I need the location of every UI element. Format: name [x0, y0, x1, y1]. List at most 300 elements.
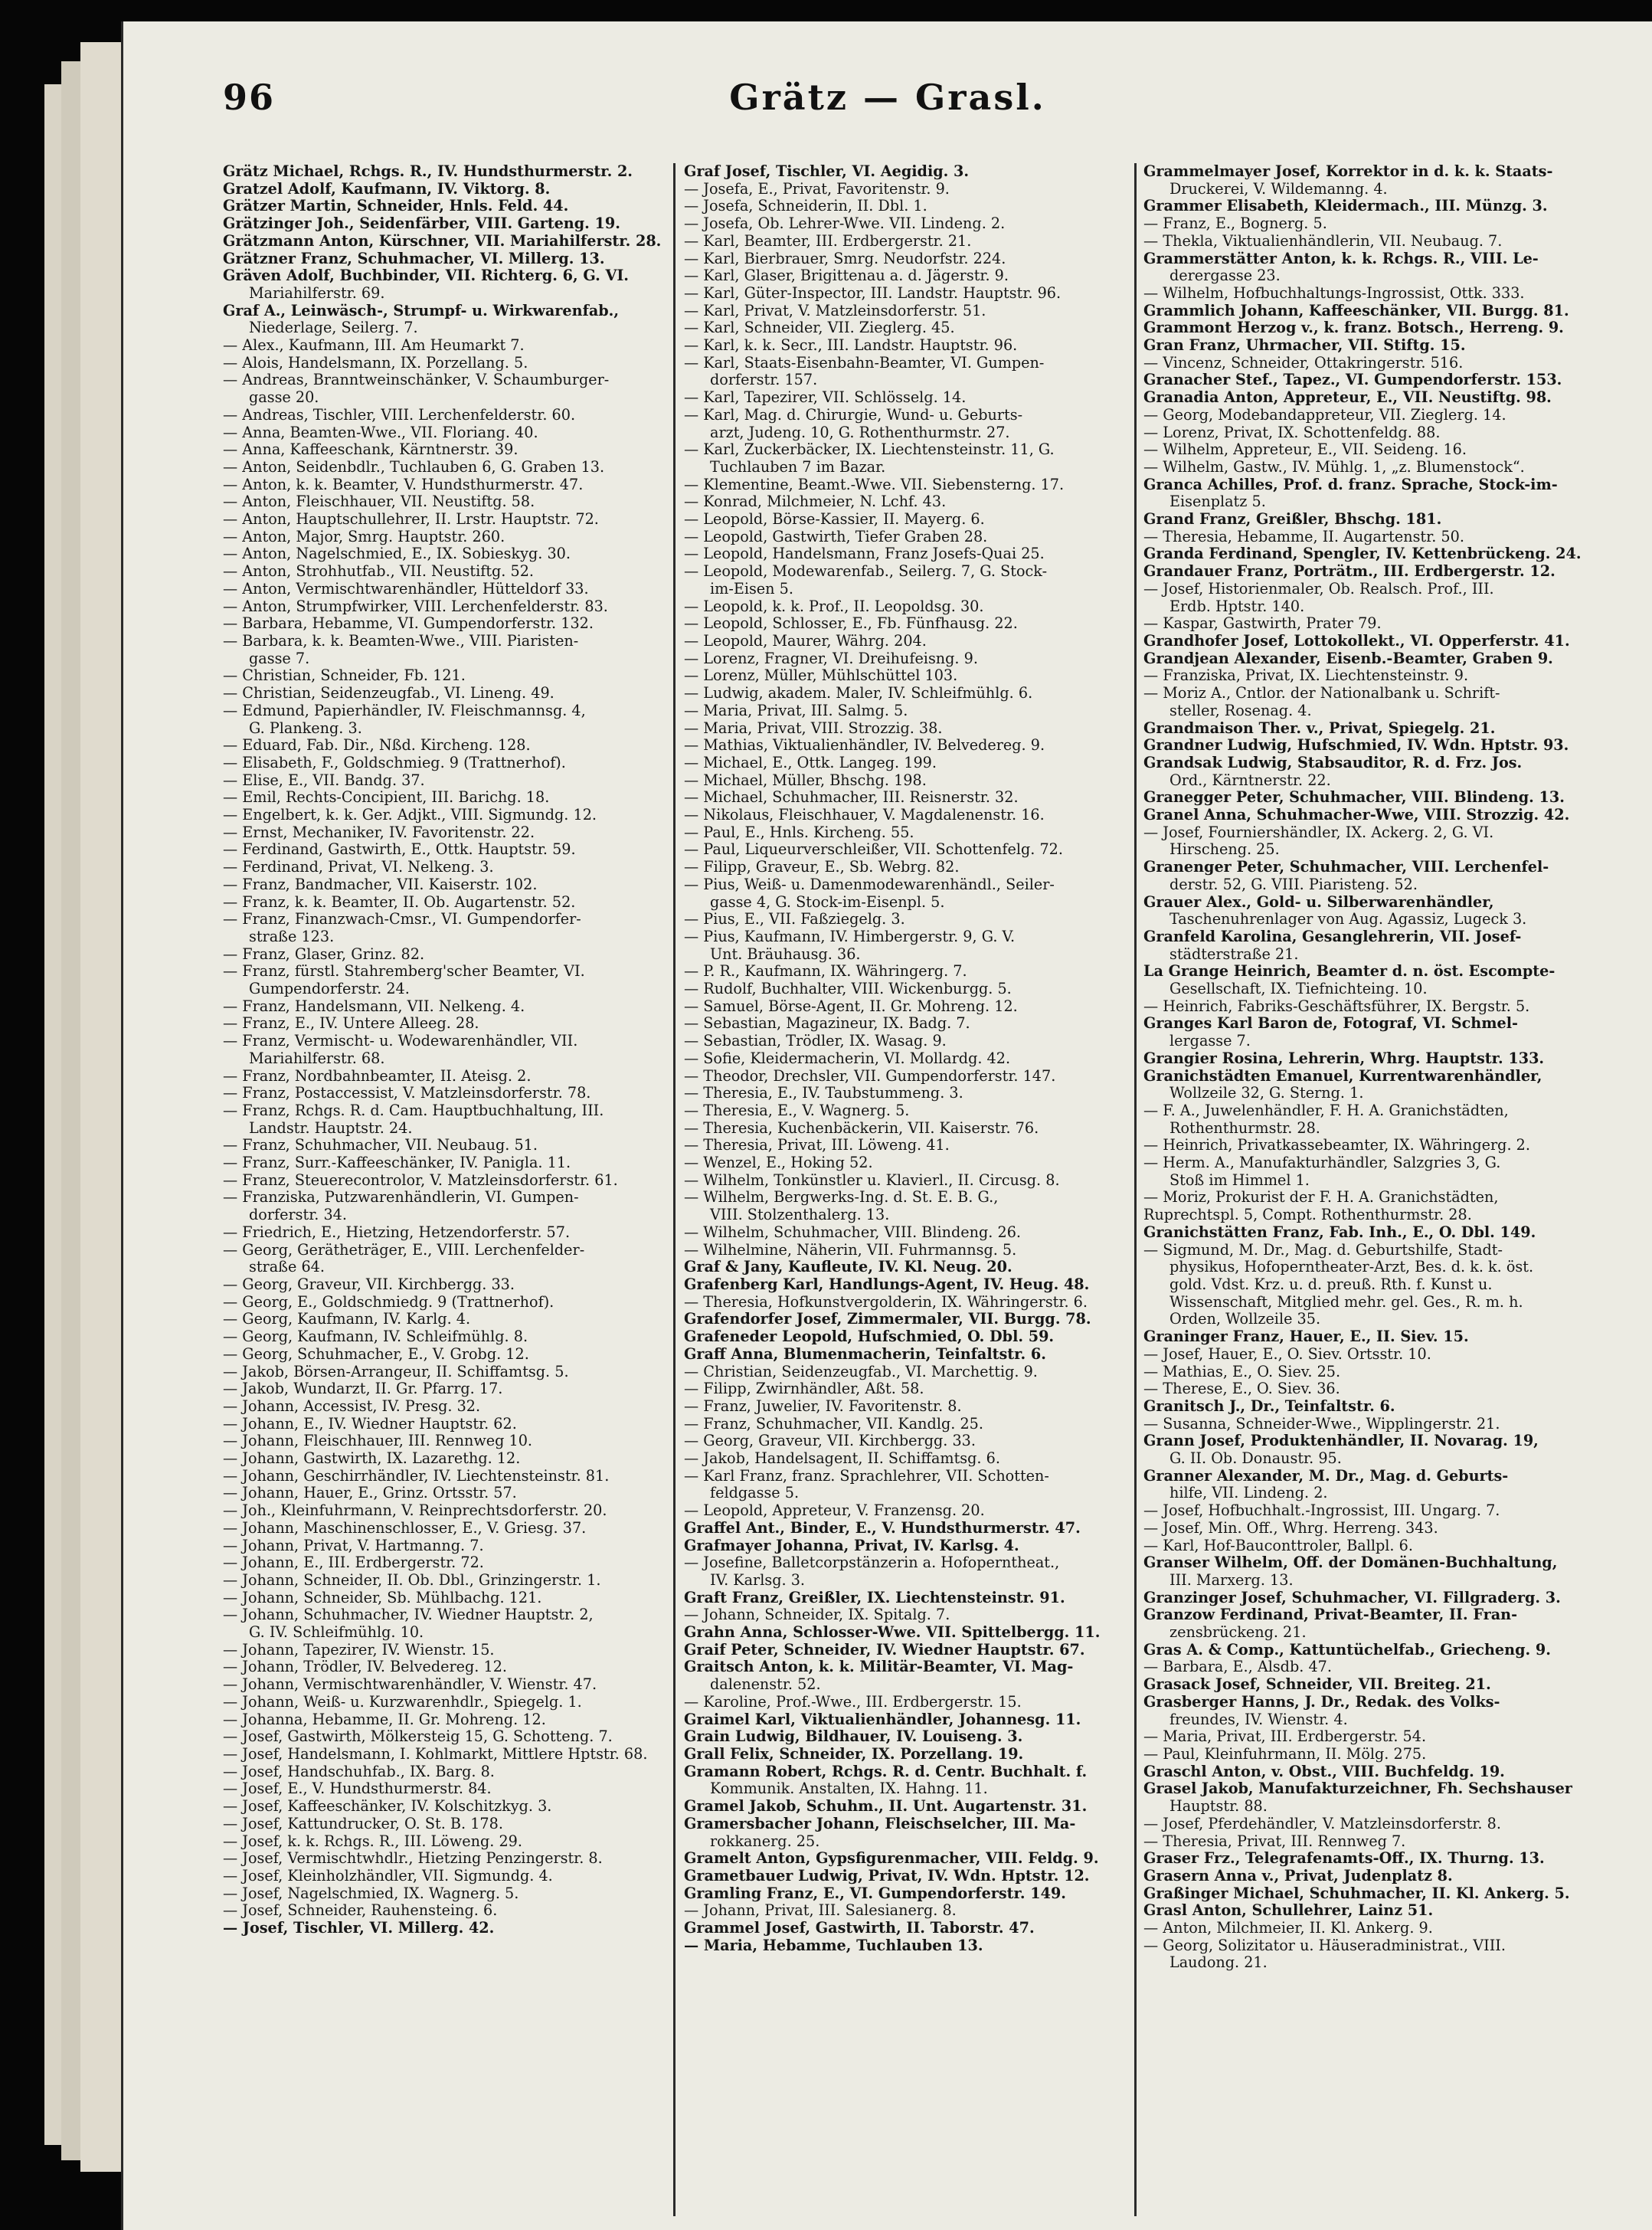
- directory-entry-line: — Christian, Seidenzeugfab., VI. Lineng. 49.: [223, 685, 554, 702]
- directory-entry-line: — Franz, Vermischt- u. Wodewarenhändler, VII.: [223, 1033, 578, 1050]
- directory-entry-line: — Karl, Zuckerbäcker, IX. Liechtensteinstr. 11, G.: [684, 441, 1055, 459]
- directory-entry-line: — Johann, Privat, III. Salesianerg. 8.: [684, 1902, 957, 1920]
- directory-entry-line: Graffel Ant., Binder, E., V. Hundsthurmerstr. 47.: [684, 1519, 1081, 1537]
- directory-entry-line: — Josef, Tischler, VI. Millerg. 42.: [223, 1920, 495, 1937]
- directory-entry-line: — Friedrich, E., Hietzing, Hetzendorferstr. 57.: [223, 1223, 571, 1241]
- directory-entry-line: — Jakob, Börsen-Arrangeur, II. Schiffamtsg. 5.: [223, 1363, 569, 1380]
- directory-entry-line: — Theresia, Kuchenbäckerin, VII. Kaiserstr. 76.: [684, 1119, 1039, 1137]
- directory-entry-line: — P. R., Kaufmann, IX. Währingerg. 7.: [684, 963, 967, 981]
- directory-entry-line: Graimel Karl, Viktualienhändler, Johannesg. 11.: [684, 1711, 1081, 1728]
- directory-entry-line: — Anton, Fleischhauer, VII. Neustiftg. 58.: [223, 493, 535, 511]
- directory-entry-line: — Theresia, Privat, III. Rennweg 7.: [1143, 1832, 1406, 1850]
- directory-entry-line: — Heinrich, Fabriks-Geschäftsführer, IX. Bergstr. 5.: [1143, 997, 1530, 1015]
- directory-entry-line: Granenger Peter, Schuhmacher, VIII. Lerchenfel-: [1143, 859, 1549, 876]
- directory-entry-line: gasse 4, G. Stock-im-Eisenpl. 5.: [710, 893, 945, 911]
- directory-entry-line: — Elisabeth, F., Goldschmieg. 9 (Trattnerhof).: [223, 754, 566, 771]
- directory-entry-line: Grangier Rosina, Lehrerin, Whrg. Hauptstr. 133.: [1143, 1050, 1545, 1067]
- directory-entry-line: — Josef, Fourniershändler, IX. Ackerg. 2, G. VI.: [1143, 824, 1494, 841]
- directory-entry-line: — Franziska, Privat, IX. Liechtensteinstr. 9.: [1143, 667, 1469, 685]
- directory-entry-line: — Ferdinand, Gastwirth, E., Ottk. Hauptstr. 59.: [223, 841, 576, 859]
- directory-entry-line: Grauer Alex., Gold- u. Silberwarenhändler,: [1143, 893, 1494, 911]
- directory-entry-line: — Johann, E., III. Erdbergerstr. 72.: [223, 1554, 484, 1572]
- directory-entry-line: — Franz, Nordbahnbeamter, II. Ateisg. 2.: [223, 1067, 532, 1085]
- directory-entry-line: Graßinger Michael, Schuhmacher, II. Kl. Ankerg. 5.: [1143, 1885, 1570, 1902]
- directory-entry-line: — Franz, Bandmacher, VII. Kaiserstr. 102.: [223, 876, 538, 893]
- directory-entry-line: — Josef, Min. Off., Whrg. Herreng. 343.: [1143, 1519, 1438, 1537]
- directory-entry-line: Grasern Anna v., Privat, Judenplatz 8.: [1143, 1867, 1453, 1885]
- directory-entry-line: Grasack Josef, Schneider, VII. Breiteg. 21.: [1143, 1676, 1491, 1694]
- directory-entry-line: Tuchlauben 7 im Bazar.: [710, 458, 886, 476]
- directory-entry-line: Grammerstätter Anton, k. k. Rchgs. R., VIII. Le-: [1143, 250, 1539, 267]
- directory-entry-line: Mariahilferstr. 68.: [249, 1050, 385, 1067]
- directory-entry-line: gasse 20.: [249, 389, 319, 407]
- directory-entry-line: — Johann, Accessist, IV. Presg. 32.: [223, 1397, 481, 1415]
- directory-entry-line: — Andreas, Tischler, VIII. Lerchenfelderstr. 60.: [223, 406, 576, 424]
- directory-entry-line: — Anton, Seidenbdlr., Tuchlauben 6, G. Graben 13.: [223, 458, 605, 476]
- directory-entry-line: — Jakob, Wundarzt, II. Gr. Pfarrg. 17.: [223, 1380, 503, 1398]
- directory-entry-line: Granel Anna, Schuhmacher-Wwe, VIII. Strozzig. 42.: [1143, 807, 1570, 824]
- directory-entry-line: — Leopold, k. k. Prof., II. Leopoldsg. 30.: [684, 598, 984, 615]
- directory-entry-line: — Josef, Pferdehändler, V. Matzleinsdorferstr. 8.: [1143, 1815, 1501, 1832]
- directory-entry-line: — Moriz A., Cntlor. der Nationalbank u. Schrift-: [1143, 685, 1500, 702]
- directory-entry-line: — Johann, Weiß- u. Kurzwarenhdlr., Spiegelg. 1.: [223, 1693, 582, 1711]
- directory-entry-line: — Karl, Schneider, VII. Zieglerg. 45.: [684, 319, 955, 337]
- directory-entry-line: zensbrückeng. 21.: [1169, 1624, 1307, 1642]
- directory-entry-line: Grandsak Ludwig, Stabsauditor, R. d. Frz. Jos.: [1143, 754, 1523, 771]
- directory-entry-line: — Alex., Kaufmann, III. Am Heumarkt 7.: [223, 337, 525, 355]
- directory-entry-line: Taschenuhrenlager von Aug. Agassiz, Lugeck 3.: [1169, 911, 1527, 928]
- directory-entry-line: — Klementine, Beamt.-Wwe. VII. Siebensterng. 17.: [684, 476, 1065, 493]
- directory-entry-line: — Franz, E., Bognerg. 5.: [1143, 215, 1327, 233]
- directory-entry-line: — Johann, Geschirrhändler, IV. Liechtensteinstr. 81.: [223, 1467, 610, 1485]
- directory-entry-line: — Johann, Trödler, IV. Belvedereg. 12.: [223, 1659, 508, 1676]
- directory-entry-line: — Paul, E., Hnls. Kircheng. 55.: [684, 824, 914, 841]
- directory-entry-line: — Johann, E., IV. Wiedner Hauptstr. 62.: [223, 1415, 517, 1433]
- directory-entry-line: Grain Ludwig, Bildhauer, IV. Louiseng. 3.: [684, 1728, 1023, 1746]
- directory-entry-line: — Karl, Tapezirer, VII. Schlösselg. 14.: [684, 389, 967, 407]
- directory-entry-line: Graitsch Anton, k. k. Militär-Beamter, VI. Mag-: [684, 1659, 1074, 1676]
- directory-entry-line: — Mathias, E., O. Siev. 25.: [1143, 1363, 1341, 1380]
- directory-entry-line: — Paul, Kleinfuhrmann, II. Mölg. 275.: [1143, 1745, 1427, 1763]
- directory-entry-line: straße 123.: [249, 928, 335, 945]
- directory-entry-line: Graninger Franz, Hauer, E., II. Siev. 15.: [1143, 1328, 1469, 1346]
- directory-entry-line: — Georg, Solizitator u. Häuseradministrat., VIII.: [1143, 1937, 1506, 1954]
- directory-entry-line: — Thekla, Viktualienhändlerin, VII. Neubaug. 7.: [1143, 232, 1503, 250]
- directory-entry-line: Grätzinger Joh., Seidenfärber, VIII. Garteng. 19.: [223, 215, 620, 233]
- directory-entry-line: Granadia Anton, Appreteur, E., VII. Neustiftg. 98.: [1143, 389, 1552, 407]
- directory-entry-line: Orden, Wollzeile 35.: [1169, 1311, 1321, 1328]
- directory-entry-line: — Georg, Gerätheträger, E., VIII. Lerchenfelder-: [223, 1241, 585, 1259]
- page-number: 96: [223, 77, 276, 118]
- directory-entry-line: — Maria, Hebamme, Tuchlauben 13.: [684, 1937, 983, 1954]
- directory-entry-line: — Wilhelm, Appreteur, E., VII. Seideng. 16.: [1143, 441, 1467, 459]
- directory-entry-line: Mariahilferstr. 69.: [249, 284, 385, 302]
- directory-entry-line: Granzinger Josef, Schuhmacher, VI. Fillgraderg. 3.: [1143, 1589, 1561, 1606]
- directory-entry-line: — Pius, E., VII. Faßziegelg. 3.: [684, 911, 905, 928]
- directory-entry-line: dorferstr. 34.: [249, 1207, 347, 1224]
- directory-entry-line: — Alois, Handelsmann, IX. Porzellang. 5.: [223, 354, 528, 372]
- directory-entry-line: — Johann, Schneider, Sb. Mühlbachg. 121.: [223, 1589, 542, 1606]
- directory-entry-line: Granca Achilles, Prof. d. franz. Sprache, Stock-im-: [1143, 476, 1558, 493]
- directory-entry-line: — Karoline, Prof.-Wwe., III. Erdbergerstr. 15.: [684, 1693, 1022, 1711]
- directory-entry-line: — Ferdinand, Privat, VI. Nelkeng. 3.: [223, 859, 494, 876]
- directory-entry-line: Grammer Elisabeth, Kleidermach., III. Münzg. 3.: [1143, 198, 1548, 215]
- directory-entry-line: arzt, Judeng. 10, G. Rothenthurmstr. 27.: [710, 424, 1010, 441]
- directory-entry-line: Grahn Anna, Schlosser-Wwe. VII. Spittelbergg. 11.: [684, 1624, 1101, 1642]
- directory-entry-line: — Herm. A., Manufakturhändler, Salzgries 3, G.: [1143, 1154, 1501, 1172]
- directory-entry-line: — Josef, Schneider, Rauhensteing. 6.: [223, 1902, 498, 1920]
- directory-entry-line: — Josef, Vermischtwhdlr., Hietzing Penzingerstr. 8.: [223, 1850, 603, 1868]
- directory-entry-line: — Josef, Kaffeeschänker, IV. Kolschitzkyg. 3.: [223, 1798, 552, 1816]
- directory-entry-line: — Georg, Kaufmann, IV. Karlg. 4.: [223, 1311, 471, 1328]
- directory-entry-line: — Josefa, Schneiderin, II. Dbl. 1.: [684, 198, 927, 215]
- directory-entry-line: Laudong. 21.: [1169, 1954, 1268, 1972]
- directory-entry-line: — Johanna, Hebamme, II. Gr. Mohreng. 12.: [223, 1711, 546, 1728]
- directory-entry-line: — Karl, Beamter, III. Erdbergerstr. 21.: [684, 232, 972, 250]
- directory-entry-line: Grandauer Franz, Porträtm., III. Erdbergerstr. 12.: [1143, 563, 1555, 581]
- directory-entry-line: Eisenplatz 5.: [1169, 493, 1266, 511]
- directory-entry-line: — Josef, k. k. Rchgs. R., III. Löweng. 29.: [223, 1832, 522, 1850]
- directory-entry-line: Grätzer Martin, Schneider, Hnls. Feld. 44.: [223, 198, 569, 215]
- directory-entry-line: — Franz, fürstl. Stahremberg'scher Beamter, VI.: [223, 963, 585, 981]
- directory-entry-line: Niederlage, Seilerg. 7.: [249, 319, 418, 337]
- directory-entry-line: Gräven Adolf, Buchbinder, VII. Richterg. 6, G. VI.: [223, 267, 629, 285]
- directory-entry-line: — Karl Franz, franz. Sprachlehrer, VII. Schotten-: [684, 1467, 1049, 1485]
- directory-entry-line: Granda Ferdinand, Spengler, IV. Kettenbrückeng. 24.: [1143, 545, 1582, 563]
- directory-entry-line: — Franz, Glaser, Grinz. 82.: [223, 945, 425, 963]
- directory-entry-line: Wollzeile 32, G. Sterng. 1.: [1169, 1085, 1364, 1102]
- directory-entry-line: Erdb. Hptstr. 140.: [1169, 598, 1305, 615]
- directory-entry-line: gasse 7.: [249, 650, 310, 667]
- directory-entry-line: Granzow Ferdinand, Privat-Beamter, II. Fran-: [1143, 1606, 1518, 1624]
- directory-entry-line: — Karl, Privat, V. Matzleinsdorferstr. 51.: [684, 302, 986, 319]
- directory-entry-line: — Edmund, Papierhändler, IV. Fleischmannsg. 4,: [223, 702, 586, 719]
- directory-entry-line: Granfeld Karolina, Gesanglehrerin, VII. Josef-: [1143, 928, 1522, 945]
- directory-entry-line: — Maria, Privat, VIII. Strozzig. 38.: [684, 719, 943, 737]
- directory-entry-line: — Josefa, E., Privat, Favoritenstr. 9.: [684, 180, 950, 198]
- directory-entry-line: Ord., Kärntnerstr. 22.: [1169, 771, 1331, 789]
- directory-entry-line: — Johann, Maschinenschlosser, E., V. Griesg. 37.: [223, 1519, 587, 1537]
- directory-entry-line: IV. Karlsg. 3.: [710, 1571, 805, 1589]
- directory-entry-line: — Josef, Handschuhfab., IX. Barg. 8.: [223, 1763, 495, 1780]
- directory-entry-line: Grafmayer Johanna, Privat, IV. Karlsg. 4.: [684, 1537, 1019, 1554]
- directory-entry-line: — Sigmund, M. Dr., Mag. d. Geburtshilfe, Stadt-: [1143, 1241, 1503, 1259]
- directory-entry-line: — Andreas, Branntweinschänker, V. Schaumburger-: [223, 372, 610, 389]
- directory-entry-line: Wissenschaft, Mitglied mehr. gel. Ges., R. m. h.: [1169, 1293, 1523, 1311]
- directory-entry-line: gold. Vdst. Krz. u. d. preuß. Rth. f. Kunst u.: [1169, 1276, 1493, 1293]
- directory-entry-line: — Leopold, Handelsmann, Franz Josefs-Quai 25.: [684, 545, 1045, 563]
- directory-entry-line: — Christian, Schneider, Fb. 121.: [223, 667, 466, 685]
- directory-entry-line: — Emil, Rechts-Concipient, III. Barichg. 18.: [223, 789, 550, 807]
- directory-entry-line: Granacher Stef., Tapez., VI. Gumpendorferstr. 153.: [1143, 372, 1562, 389]
- directory-entry-line: — Anton, Nagelschmied, E., IX. Sobieskyg. 30.: [223, 545, 571, 563]
- directory-entry-line: — Franz, Surr.-Kaffeeschänker, IV. Panigla. 11.: [223, 1154, 571, 1172]
- directory-entry-line: — Paul, Liqueurverschleißer, VII. Schottenfelg. 72.: [684, 841, 1063, 859]
- directory-entry-line: — Konrad, Milchmeier, N. Lchf. 43.: [684, 493, 947, 511]
- directory-entry-line: — Josefa, Ob. Lehrer-Wwe. VII. Lindeng. 2.: [684, 215, 1006, 233]
- directory-entry-line: La Grange Heinrich, Beamter d. n. öst. Escompte-: [1143, 963, 1555, 981]
- directory-entry-line: derstr. 52, G. VIII. Piaristeng. 52.: [1169, 876, 1418, 893]
- directory-entry-line: — Therese, E., O. Siev. 36.: [1143, 1380, 1340, 1398]
- directory-entry-line: freundes, IV. Wienstr. 4.: [1169, 1711, 1348, 1728]
- directory-entry-line: — Moriz, Prokurist der F. H. A. Granichstädten,: [1143, 1189, 1499, 1207]
- directory-entry-line: Stoß im Himmel 1.: [1169, 1171, 1310, 1189]
- directory-entry-line: Druckerei, V. Wildemanng. 4.: [1169, 180, 1388, 198]
- directory-entry-line: Hauptstr. 88.: [1169, 1798, 1268, 1816]
- directory-entry-line: Graschl Anton, v. Obst., VIII. Buchfeldg. 19.: [1143, 1763, 1505, 1780]
- page-edge-front: [80, 42, 126, 2172]
- column-1: [223, 163, 682, 2224]
- directory-entry-line: Grandmaison Ther. v., Privat, Spiegelg. 21.: [1143, 719, 1496, 737]
- directory-entry-line: Grasl Anton, Schullehrer, Lainz 51.: [1143, 1902, 1434, 1920]
- directory-entry-line: — Rudolf, Buchhalter, VIII. Wickenburgg. 5.: [684, 981, 1012, 998]
- directory-entry-line: — Sofie, Kleidermacherin, VI. Mollardg. 42.: [684, 1050, 1011, 1067]
- directory-entry-line: — Josef, Handelsmann, I. Kohlmarkt, Mittlere Hptstr. 68.: [223, 1745, 648, 1763]
- directory-entry-line: — Anton, Vermischtwarenhändler, Hütteldorf 33.: [223, 580, 589, 598]
- directory-entry-line: — Franz, Steuerecontrolor, V. Matzleinsdorferstr. 61.: [223, 1171, 618, 1189]
- directory-entry-line: — Georg, Modebandappreteur, VII. Zieglerg. 14.: [1143, 406, 1506, 424]
- directory-entry-line: — Georg, E., Goldschmiedg. 9 (Trattnerhof).: [223, 1293, 554, 1311]
- directory-entry-line: Granges Karl Baron de, Fotograf, VI. Schmel-: [1143, 1015, 1518, 1033]
- directory-entry-line: — Michael, Müller, Bhschg. 198.: [684, 771, 927, 789]
- directory-entry-line: — Christian, Seidenzeugfab., VI. Marchettig. 9.: [684, 1363, 1038, 1380]
- directory-entry-line: — Josef, Kleinholzhändler, VII. Sigmundg. 4.: [223, 1867, 553, 1885]
- directory-entry-line: Grafendorfer Josef, Zimmermaler, VII. Burgg. 78.: [684, 1311, 1091, 1328]
- directory-entry-line: Graf & Jany, Kaufleute, IV. Kl. Neug. 20.: [684, 1259, 1012, 1276]
- directory-entry-line: Granner Alexander, M. Dr., Mag. d. Geburts-: [1143, 1467, 1509, 1485]
- directory-entry-line: — Wilhelmine, Näherin, VII. Fuhrmannsg. 5.: [684, 1241, 1017, 1259]
- directory-entry-line: — Josef, Gastwirth, Mölkersteig 15, G. Schotteng. 7.: [223, 1728, 613, 1746]
- directory-entry-line: — Barbara, k. k. Beamten-Wwe., VIII. Piaristen-: [223, 632, 579, 650]
- directory-entry-line: — Pius, Weiß- u. Damenmodewarenhändl., Seiler-: [684, 876, 1055, 893]
- directory-entry-line: — Joh., Kleinfuhrmann, V. Reinprechtsdorferstr. 20.: [223, 1502, 607, 1520]
- directory-entry-line: Grafenberg Karl, Handlungs-Agent, IV. Heug. 48.: [684, 1276, 1090, 1293]
- directory-entry-line: Gramling Franz, E., VI. Gumpendorferstr. 149.: [684, 1885, 1066, 1902]
- directory-entry-line: physikus, Hofoperntheater-Arzt, Bes. d. k. k. öst.: [1169, 1259, 1534, 1276]
- directory-entry-line: — Lorenz, Müller, Mühlschüttel 103.: [684, 667, 958, 685]
- directory-entry-line: — Barbara, Hebamme, VI. Gumpendorferstr. 132.: [223, 615, 594, 633]
- directory-entry-line: — Karl, Mag. d. Chirurgie, Wund- u. Geburts-: [684, 406, 1023, 424]
- directory-entry-line: — Josef, Hauer, E., O. Siev. Ortsstr. 10.: [1143, 1345, 1431, 1363]
- directory-entry-line: G. IV. Schleifmühlg. 10.: [249, 1624, 424, 1642]
- directory-entry-line: — Karl, Staats-Eisenbahn-Beamter, VI. Gumpen-: [684, 354, 1045, 372]
- directory-entry-line: G. Plankeng. 3.: [249, 719, 362, 737]
- directory-entry-line: — Filipp, Graveur, E., Sb. Webrg. 82.: [684, 859, 960, 876]
- directory-entry-line: — Barbara, E., Alsdb. 47.: [1143, 1659, 1332, 1676]
- column-2: [684, 163, 1143, 2224]
- directory-entry-line: Granitsch J., Dr., Teinfaltstr. 6.: [1143, 1397, 1395, 1415]
- directory-entry-line: — Johann, Schneider, II. Ob. Dbl., Grinzingerstr. 1.: [223, 1571, 601, 1589]
- directory-entry-line: — Franz, Postaccessist, V. Matzleinsdorferstr. 78.: [223, 1085, 591, 1102]
- directory-entry-line: — Georg, Graveur, VII. Kirchbergg. 33.: [223, 1276, 515, 1293]
- directory-entry-line: Grammelmayer Josef, Korrektor in d. k. k. Staats-: [1143, 163, 1553, 180]
- directory-entry-line: — Leopold, Appreteur, V. Franzensg. 20.: [684, 1502, 985, 1520]
- directory-entry-line: Rothenthurmstr. 28.: [1169, 1119, 1320, 1137]
- directory-entry-line: — Franz, Schuhmacher, VII. Neubaug. 51.: [223, 1137, 538, 1154]
- directory-entry-line: — Josef, E., V. Hundsthurmerstr. 84.: [223, 1780, 492, 1798]
- directory-entry-line: — Josef, Historienmaler, Ob. Realsch. Prof., III.: [1143, 580, 1494, 598]
- directory-entry-line: — Johann, Hauer, E., Grinz. Ortsstr. 57.: [223, 1485, 517, 1502]
- directory-entry-line: — Maria, Privat, III. Erdbergerstr. 54.: [1143, 1728, 1427, 1746]
- directory-entry-line: Graf Josef, Tischler, VI. Aegidig. 3.: [684, 163, 970, 180]
- directory-entry-line: — Leopold, Gastwirth, Tiefer Graben 28.: [684, 528, 988, 545]
- directory-entry-line: — Theresia, E., IV. Taubstummeng. 3.: [684, 1085, 963, 1102]
- directory-entry-line: Hirscheng. 25.: [1169, 841, 1280, 859]
- directory-entry-line: Grandner Ludwig, Hufschmied, IV. Wdn. Hptstr. 93.: [1143, 737, 1569, 755]
- directory-entry-line: Grammel Josef, Gastwirth, II. Taborstr. 47.: [684, 1920, 1035, 1937]
- directory-entry-line: — Theodor, Drechsler, VII. Gumpendorferstr. 147.: [684, 1067, 1056, 1085]
- directory-entry-line: — Leopold, Börse-Kassier, II. Mayerg. 6.: [684, 511, 985, 529]
- directory-entry-line: Grametbauer Ludwig, Privat, IV. Wdn. Hptstr. 12.: [684, 1867, 1090, 1885]
- directory-entry-line: — Josefine, Balletcorpstänzerin a. Hofoperntheat.,: [684, 1554, 1060, 1572]
- directory-entry-line: Granegger Peter, Schuhmacher, VIII. Blindeng. 13.: [1143, 789, 1565, 807]
- directory-entry-line: Granichstädten Emanuel, Kurrentwarenhändler,: [1143, 1067, 1542, 1085]
- directory-entry-line: straße 64.: [249, 1259, 325, 1276]
- directory-entry-line: — Johann, Privat, V. Hartmanng. 7.: [223, 1537, 484, 1554]
- directory-entry-line: — Theresia, E., V. Wagnerg. 5.: [684, 1102, 910, 1119]
- directory-entry-line: Grasel Jakob, Manufakturzeichner, Fh. Sechshauser: [1143, 1780, 1572, 1798]
- directory-entry-line: — Anna, Beamten-Wwe., VII. Floriang. 40.: [223, 424, 538, 441]
- column-3: [1143, 163, 1603, 2224]
- directory-entry-line: — Johann, Fleischhauer, III. Rennweg 10.: [223, 1433, 533, 1450]
- directory-entry-line: Gramelt Anton, Gypsfigurenmacher, VIII. Feldg. 9.: [684, 1850, 1099, 1868]
- directory-entry-line: — Lorenz, Privat, IX. Schottenfeldg. 88.: [1143, 424, 1441, 441]
- directory-entry-line: — Samuel, Börse-Agent, II. Gr. Mohreng. 12.: [684, 997, 1018, 1015]
- directory-entry-line: — Johann, Tapezirer, IV. Wienstr. 15.: [223, 1641, 495, 1659]
- directory-entry-line: Grandhofer Josef, Lottokollekt., VI. Opperferstr. 41.: [1143, 632, 1570, 650]
- directory-entry-line: lergasse 7.: [1169, 1033, 1251, 1050]
- directory-entry-line: rokkanerg. 25.: [710, 1832, 820, 1850]
- directory-entry-line: — Wilhelm, Tonkünstler u. Klavierl., II. Circusg. 8.: [684, 1171, 1060, 1189]
- directory-entry-line: — Jakob, Handelsagent, II. Schiffamtsg. 6.: [684, 1450, 1000, 1468]
- directory-entry-line: — Franz, Juwelier, IV. Favoritenstr. 8.: [684, 1397, 962, 1415]
- directory-entry-line: — Lorenz, Fragner, VI. Dreihufeisng. 9.: [684, 650, 978, 667]
- directory-entry-line: — Kaspar, Gastwirth, Prater 79.: [1143, 615, 1382, 633]
- directory-entry-line: — Ernst, Mechaniker, IV. Favoritenstr. 22.: [223, 824, 535, 841]
- directory-entry-line: dorferstr. 157.: [710, 372, 818, 389]
- directory-entry-line: — Karl, Hof-Bauconttroler, Ballpl. 6.: [1143, 1537, 1413, 1554]
- directory-entry-line: feldgasse 5.: [710, 1485, 800, 1502]
- directory-entry-line: Grätzmann Anton, Kürschner, VII. Mariahilferstr. 28.: [223, 232, 662, 250]
- directory-entry-line: städterstraße 21.: [1169, 945, 1299, 963]
- directory-entry-line: dalenenstr. 52.: [710, 1676, 821, 1694]
- directory-entry-line: steller, Rosenag. 4.: [1169, 702, 1312, 719]
- directory-entry-line: Graf A., Leinwäsch-, Strumpf- u. Wirkwarenfab.,: [223, 302, 620, 319]
- directory-entry-line: — Wilhelm, Bergwerks-Ing. d. St. E. B. G.,: [684, 1189, 999, 1207]
- directory-entry-line: — Pius, Kaufmann, IV. Himbergerstr. 9, G. V.: [684, 928, 1016, 945]
- directory-entry-line: — F. A., Juwelenhändler, F. H. A. Granichstädten,: [1143, 1102, 1509, 1119]
- directory-entry-line: — Josef, Hofbuchhalt.-Ingrossist, III. Ungarg. 7.: [1143, 1502, 1500, 1520]
- directory-entry-line: — Anton, Strumpfwirker, VIII. Lerchenfelderstr. 83.: [223, 598, 608, 615]
- directory-entry-line: Graft Franz, Greißler, IX. Liechtensteinstr. 91.: [684, 1589, 1065, 1606]
- directory-entry-line: — Filipp, Zwirnhändler, Aßt. 58.: [684, 1380, 924, 1398]
- directory-entry-line: — Mathias, Viktualienhändler, IV. Belvedereg. 9.: [684, 737, 1045, 755]
- directory-entry-line: Ruprechtspl. 5, Compt. Rothenthurmstr. 28.: [1143, 1207, 1472, 1224]
- directory-entry-line: hilfe, VII. Lindeng. 2.: [1169, 1485, 1328, 1502]
- directory-entry-line: Grammont Herzog v., k. franz. Botsch., Herreng. 9.: [1143, 319, 1564, 337]
- directory-entry-line: Granichstätten Franz, Fab. Inh., E., O. Dbl. 149.: [1143, 1223, 1536, 1241]
- directory-entry-line: — Anna, Kaffeeschank, Kärntnerstr. 39.: [223, 441, 518, 459]
- directory-entry-line: — Anton, Strohhutfab., VII. Neustiftg. 52.: [223, 563, 535, 581]
- directory-entry-line: — Leopold, Schlosser, E., Fb. Fünfhausg. 22.: [684, 615, 1018, 633]
- directory-entry-line: Gras A. & Comp., Kattuntüchelfab., Griecheng. 9.: [1143, 1641, 1551, 1659]
- directory-entry-line: — Anton, Milchmeier, II. Kl. Ankerg. 9.: [1143, 1920, 1433, 1937]
- directory-entry-line: — Engelbert, k. k. Ger. Adjkt., VIII. Sigmundg. 12.: [223, 807, 597, 824]
- directory-entry-line: — Franz, Handelsmann, VII. Nelkeng. 4.: [223, 997, 525, 1015]
- running-head: Grätz — Grasl.: [729, 77, 1046, 118]
- directory-entry-line: — Karl, k. k. Secr., III. Landstr. Hauptstr. 96.: [684, 337, 1018, 355]
- directory-entry-line: — Franz, Finanzwach-Cmsr., VI. Gumpendorfer-: [223, 911, 581, 928]
- directory-entry-line: Grasberger Hanns, J. Dr., Redak. des Volks-: [1143, 1693, 1500, 1711]
- directory-page: [121, 21, 1652, 2230]
- directory-entry-line: — Josef, Kattundrucker, O. St. B. 178.: [223, 1815, 503, 1832]
- directory-entry-line: — Theresia, Hebamme, II. Augartenstr. 50.: [1143, 528, 1464, 545]
- directory-entry-line: Graff Anna, Blumenmacherin, Teinfaltstr. 6.: [684, 1345, 1046, 1363]
- directory-entry-line: — Johann, Gastwirth, IX. Lazarethg. 12.: [223, 1450, 521, 1468]
- directory-entry-line: — Nikolaus, Fleischhauer, V. Magdalenenstr. 16.: [684, 807, 1045, 824]
- directory-entry-line: — Susanna, Schneider-Wwe., Wipplingerstr. 21.: [1143, 1415, 1500, 1433]
- directory-entry-line: III. Marxerg. 13.: [1169, 1571, 1294, 1589]
- directory-entry-line: Unt. Bräuhausg. 36.: [710, 945, 861, 963]
- directory-entry-line: — Franz, k. k. Beamter, II. Ob. Augartenstr. 52.: [223, 893, 576, 911]
- directory-entry-line: — Anton, Hauptschullehrer, II. Lrstr. Hauptstr. 72.: [223, 511, 599, 529]
- directory-entry-line: Gumpendorferstr. 24.: [249, 981, 410, 998]
- directory-entry-line: — Georg, Schuhmacher, E., V. Grobg. 12.: [223, 1345, 529, 1363]
- directory-entry-line: — Michael, E., Ottk. Langeg. 199.: [684, 754, 937, 771]
- directory-entry-line: — Josef, Nagelschmied, IX. Wagnerg. 5.: [223, 1885, 519, 1902]
- directory-entry-line: — Sebastian, Magazineur, IX. Badg. 7.: [684, 1015, 970, 1033]
- directory-entry-line: Kommunik. Anstalten, IX. Hahng. 11.: [710, 1780, 988, 1798]
- directory-entry-line: — Leopold, Modewarenfab., Seilerg. 7, G. Stock-: [684, 563, 1048, 581]
- directory-entry-line: Grafeneder Leopold, Hufschmied, O. Dbl. 59.: [684, 1328, 1055, 1346]
- directory-entry-line: — Franziska, Putzwarenhändlerin, VI. Gumpen-: [223, 1189, 579, 1207]
- directory-entry-line: — Wenzel, E., Hoking 52.: [684, 1154, 873, 1172]
- directory-entry-line: — Michael, Schuhmacher, III. Reisnerstr. 32.: [684, 789, 1019, 807]
- directory-entry-line: Graif Peter, Schneider, IV. Wiedner Hauptstr. 67.: [684, 1641, 1085, 1659]
- directory-entry-line: — Georg, Kaufmann, IV. Schleifmühlg. 8.: [223, 1328, 528, 1346]
- directory-entry-line: — Georg, Graveur, VII. Kirchbergg. 33.: [684, 1433, 976, 1450]
- directory-entry-line: — Johann, Schuhmacher, IV. Wiedner Hauptstr. 2,: [223, 1606, 594, 1624]
- directory-entry-line: — Franz, Schuhmacher, VII. Kandlg. 25.: [684, 1415, 983, 1433]
- directory-entry-line: Gratzel Adolf, Kaufmann, IV. Viktorg. 8.: [223, 180, 551, 198]
- directory-entry-line: — Wilhelm, Gastw., IV. Mühlg. 1, „z. Blumenstock“.: [1143, 458, 1525, 476]
- directory-entry-line: — Theresia, Privat, III. Löweng. 41.: [684, 1137, 950, 1154]
- directory-entry-line: — Ludwig, akadem. Maler, IV. Schleifmühlg. 6.: [684, 685, 1033, 702]
- directory-entry-line: — Franz, Rchgs. R. d. Cam. Hauptbuchhaltung, III.: [223, 1102, 604, 1119]
- directory-entry-line: Grand Franz, Greißler, Bhschg. 181.: [1143, 511, 1442, 529]
- directory-entry-line: Grammlich Johann, Kaffeeschänker, VII. Burgg. 81.: [1143, 302, 1569, 319]
- directory-entry-line: — Eduard, Fab. Dir., Nßd. Kircheng. 128.: [223, 737, 531, 755]
- directory-entry-line: — Heinrich, Privatkassebeamter, IX. Währingerg. 2.: [1143, 1137, 1530, 1154]
- directory-entry-line: — Elise, E., VII. Bandg. 37.: [223, 771, 425, 789]
- directory-entry-line: Graser Frz., Telegrafenamts-Off., IX. Thurng. 13.: [1143, 1850, 1545, 1868]
- directory-entry-line: — Vincenz, Schneider, Ottakringerstr. 516.: [1143, 354, 1464, 372]
- directory-entry-line: Grann Josef, Produktenhändler, II. Novarag. 19,: [1143, 1433, 1539, 1450]
- directory-entry-line: — Johann, Schneider, IX. Spitalg. 7.: [684, 1606, 950, 1624]
- directory-entry-line: — Maria, Privat, III. Salmg. 5.: [684, 702, 908, 719]
- directory-entry-line: — Johann, Vermischtwarenhändler, V. Wienstr. 47.: [223, 1676, 597, 1694]
- directory-entry-line: — Karl, Bierbrauer, Smrg. Neudorfstr. 224.: [684, 250, 1006, 267]
- directory-entry-line: — Sebastian, Trödler, IX. Wasag. 9.: [684, 1033, 947, 1050]
- directory-entry-line: G. II. Ob. Donaustr. 95.: [1169, 1450, 1342, 1468]
- directory-entry-line: Landstr. Hauptstr. 24.: [249, 1119, 413, 1137]
- directory-entry-line: Gramel Jakob, Schuhm., II. Unt. Augartenstr. 31.: [684, 1798, 1088, 1816]
- directory-entry-line: Granser Wilhelm, Off. der Domänen-Buchhaltung,: [1143, 1554, 1558, 1572]
- directory-entry-line: — Wilhelm, Hofbuchhaltungs-Ingrossist, Ottk. 333.: [1143, 284, 1525, 302]
- directory-entry-line: Grätzner Franz, Schuhmacher, VI. Millerg. 13.: [223, 250, 605, 267]
- directory-entry-line: — Anton, k. k. Beamter, V. Hundsthurmerstr. 47.: [223, 476, 584, 493]
- directory-entry-line: — Wilhelm, Schuhmacher, VIII. Blindeng. 26.: [684, 1223, 1022, 1241]
